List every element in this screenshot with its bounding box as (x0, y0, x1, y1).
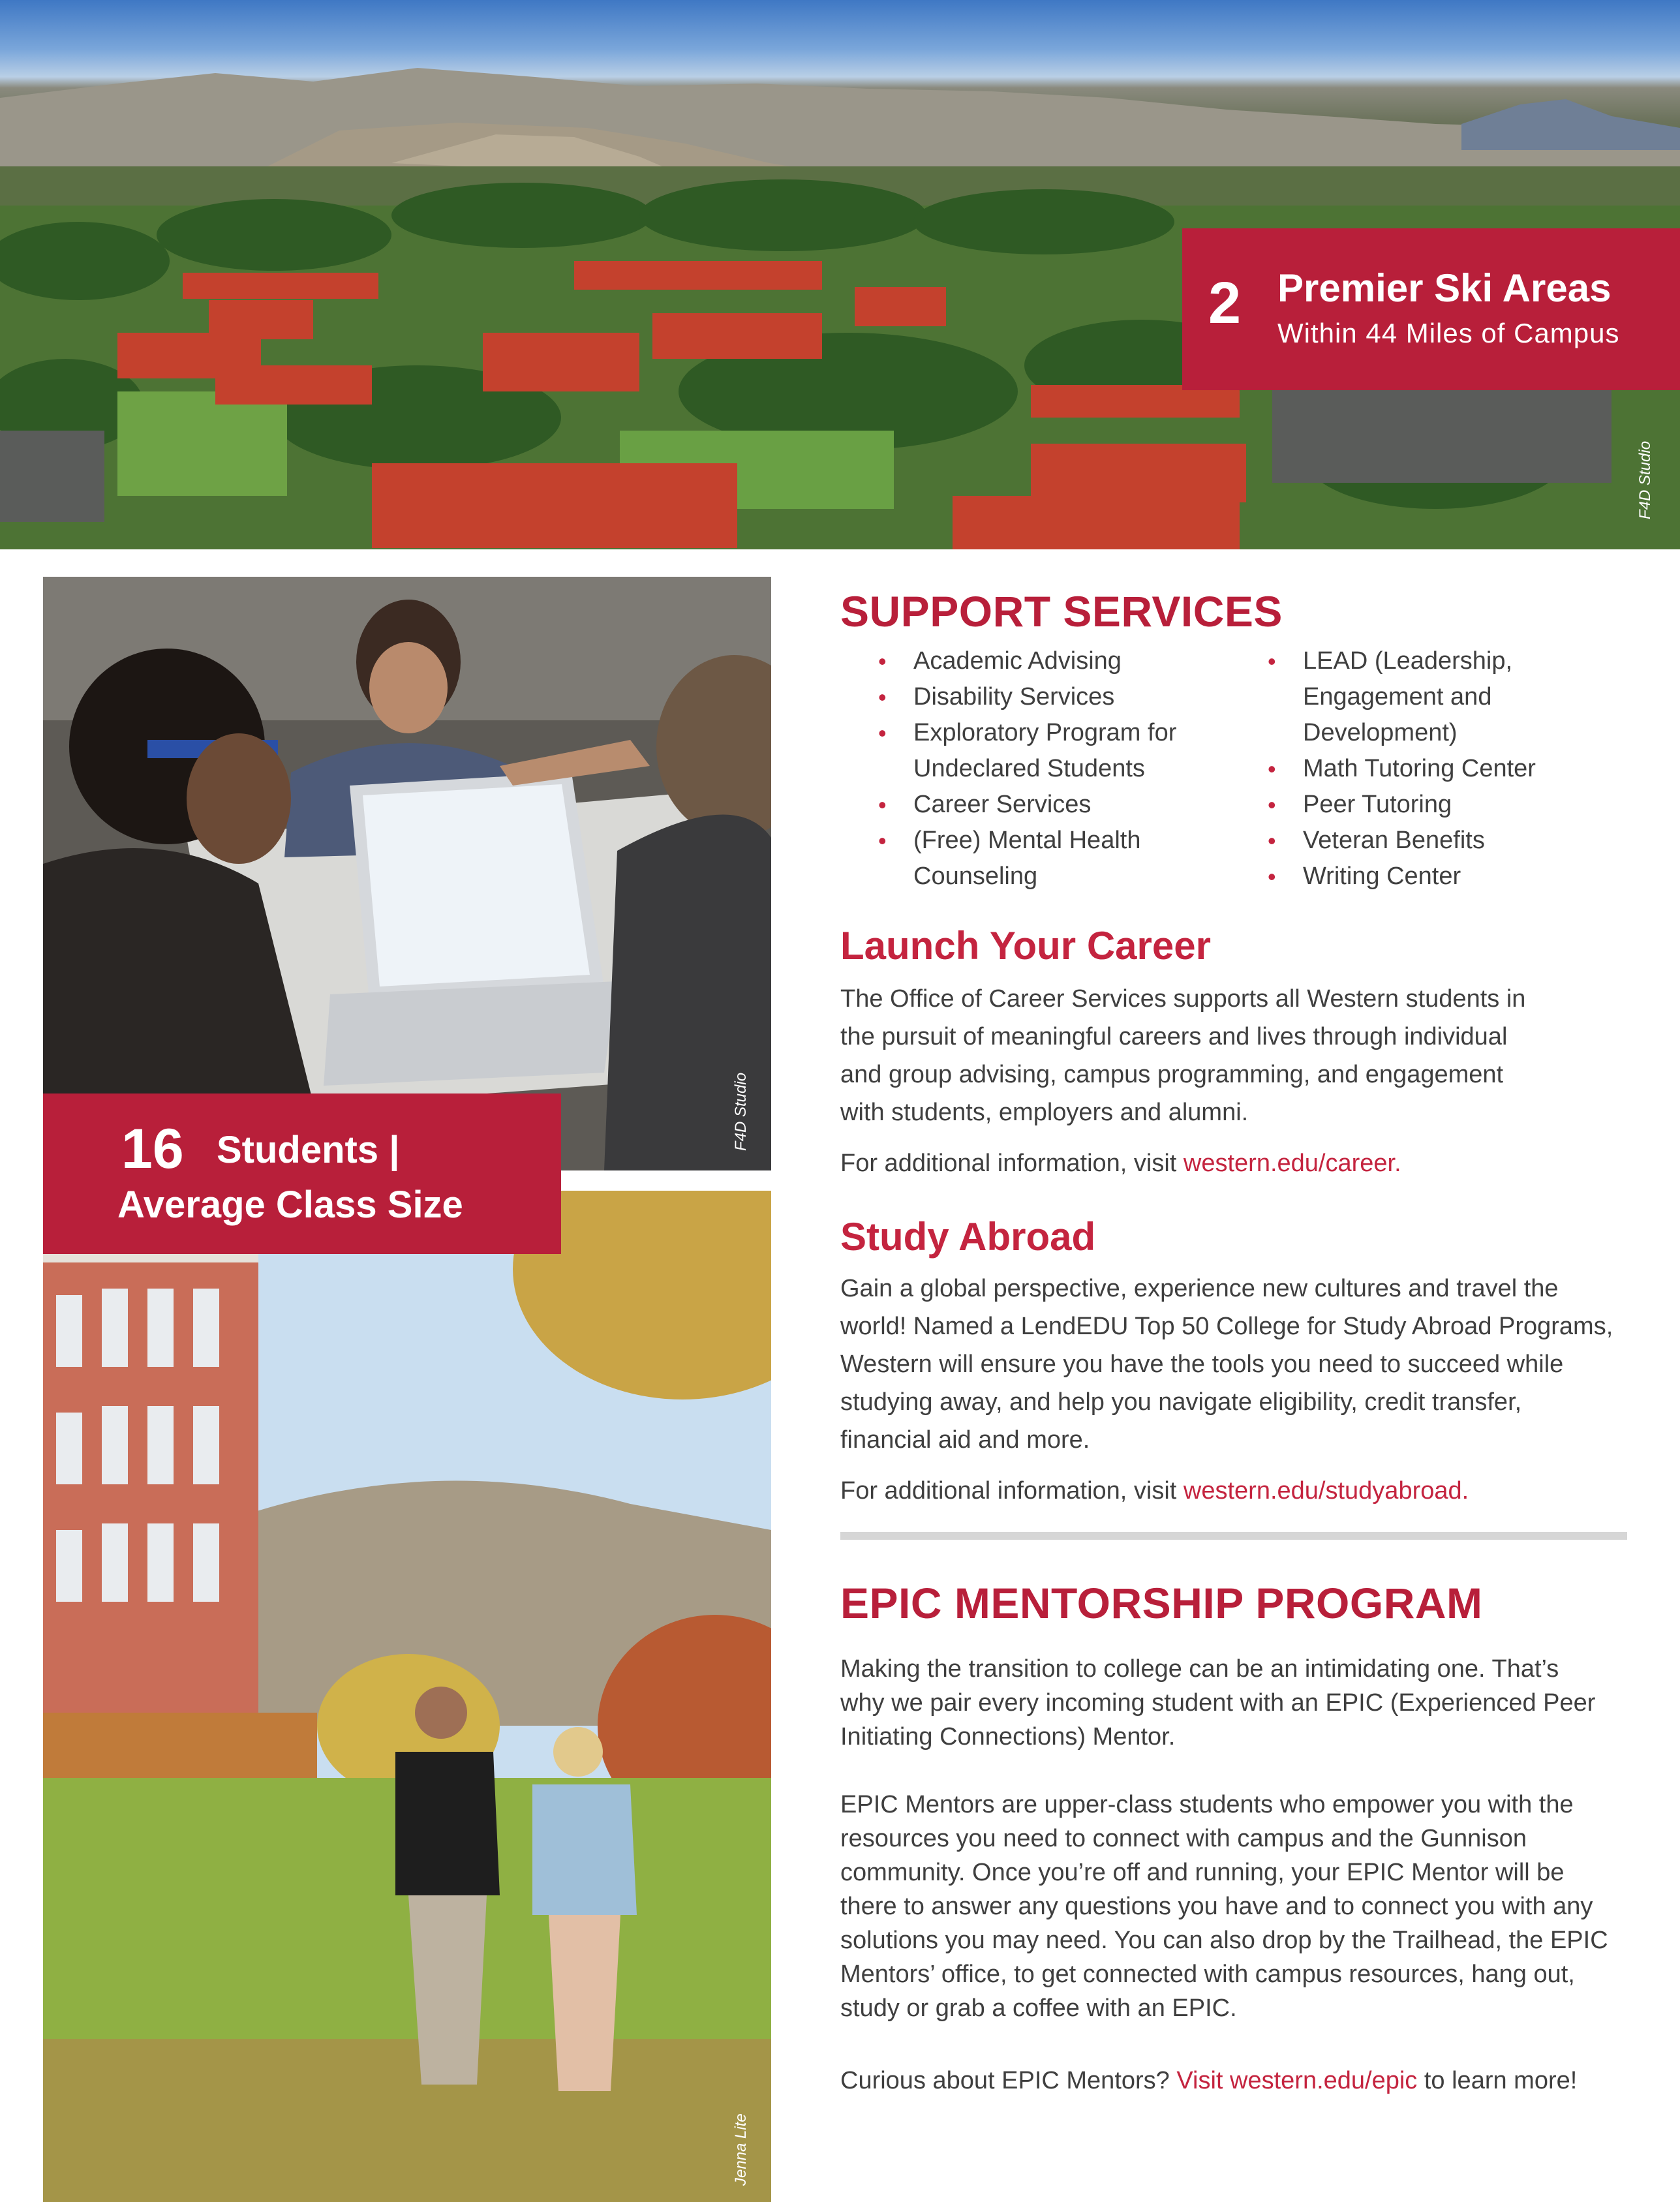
epic-cta-suffix: to learn more! (1417, 2067, 1578, 2094)
list-item: • Peer Tutoring (1257, 787, 1623, 823)
career-heading: Launch Your Career (840, 924, 1211, 968)
classroom-photo-credit: F4D Studio (732, 1072, 750, 1151)
epic-cta (840, 2062, 1649, 2100)
class-size-line1: Students | (217, 1129, 400, 1171)
support-services-list-col1 (868, 643, 1272, 895)
list-item: • Academic Advising (868, 643, 1272, 679)
classroom-photo (43, 577, 771, 1170)
epic-paragraph-1: Making the transition to college can be an intimidating one. That’s why we pair every incoming student with an EPIC (Experienced Peer Initiating Connections) Mentor. (840, 1655, 1596, 1751)
study-abroad-link[interactable]: western.edu/studyabroad. (1183, 1477, 1469, 1505)
ski-areas-title: Premier Ski Areas (1277, 266, 1611, 310)
class-size-number: 16 (121, 1118, 184, 1180)
list-item: • Veteran Benefits (1257, 823, 1623, 859)
section-divider (840, 1532, 1627, 1540)
epic-cta-prefix: Curious about EPIC Mentors? (840, 2067, 1177, 2094)
list-item: • Exploratory Program for Undeclared Students (868, 715, 1272, 787)
study-abroad-info-prefix: For additional information, visit (840, 1477, 1184, 1505)
list-item: • LEAD (Leadership, Engagement and Development) (1257, 643, 1623, 751)
epic-heading: EPIC MENTORSHIP PROGRAM (840, 1579, 1483, 1627)
list-item: • (Free) Mental Health Counseling (868, 823, 1272, 895)
epic-link[interactable]: Visit western.edu/epic (1176, 2067, 1418, 2094)
study-abroad-heading: Study Abroad (840, 1215, 1096, 1259)
hero-photo-credit: F4D Studio (1636, 440, 1654, 519)
support-services-heading: SUPPORT SERVICES (840, 587, 1283, 635)
list-item: • Writing Center (1257, 859, 1623, 895)
campus-photo-credit: Jenna Lite (732, 2113, 750, 2186)
ski-areas-number: 2 (1208, 271, 1242, 336)
campus-walk-illustration (43, 1191, 771, 2202)
list-item: • Disability Services (868, 679, 1272, 715)
career-link[interactable]: western.edu/career. (1183, 1150, 1401, 1177)
support-services-list-col2 (1257, 643, 1623, 895)
epic-paragraph-2: EPIC Mentors are upper-class students who empower you with the resources you need to connect with campus and the Gunnison community. Once you’re off and running, your EPIC Mentor will be there to answer any questions you have and to connect you with any solutions you may need. You can also drop by the Trailhead, the EPIC Mentors’ office, to get connected with campus resources, hang out, study or grab a coffee with an EPIC. (840, 1791, 1608, 2022)
career-info-prefix: For additional information, visit (840, 1150, 1184, 1177)
class-size-line2: Average Class Size (117, 1184, 463, 1226)
campus-walk-photo (43, 1191, 771, 2202)
list-item: • Math Tutoring Center (1257, 751, 1623, 787)
ski-areas-subtitle: Within 44 Miles of Campus (1277, 318, 1620, 348)
career-description: The Office of Career Services supports all Western students in the pursuit of meaningful careers and lives through individual and group advising, campus programming, and engagement with students, employers and alumni. (840, 985, 1526, 1126)
classroom-illustration (43, 577, 771, 1170)
study-abroad-description: Gain a global perspective, experience new cultures and travel the world! Named a LendEDU Top 50 College for Study Abroad Programs, Western will ensure you have the tools you need to succeed while studying away, and help you navigate eligibility, credit transfer, financial aid and more. (840, 1275, 1613, 1454)
list-item: • Career Services (868, 787, 1272, 823)
study-abroad-info (840, 1472, 1636, 1510)
career-info (840, 1144, 1636, 1182)
